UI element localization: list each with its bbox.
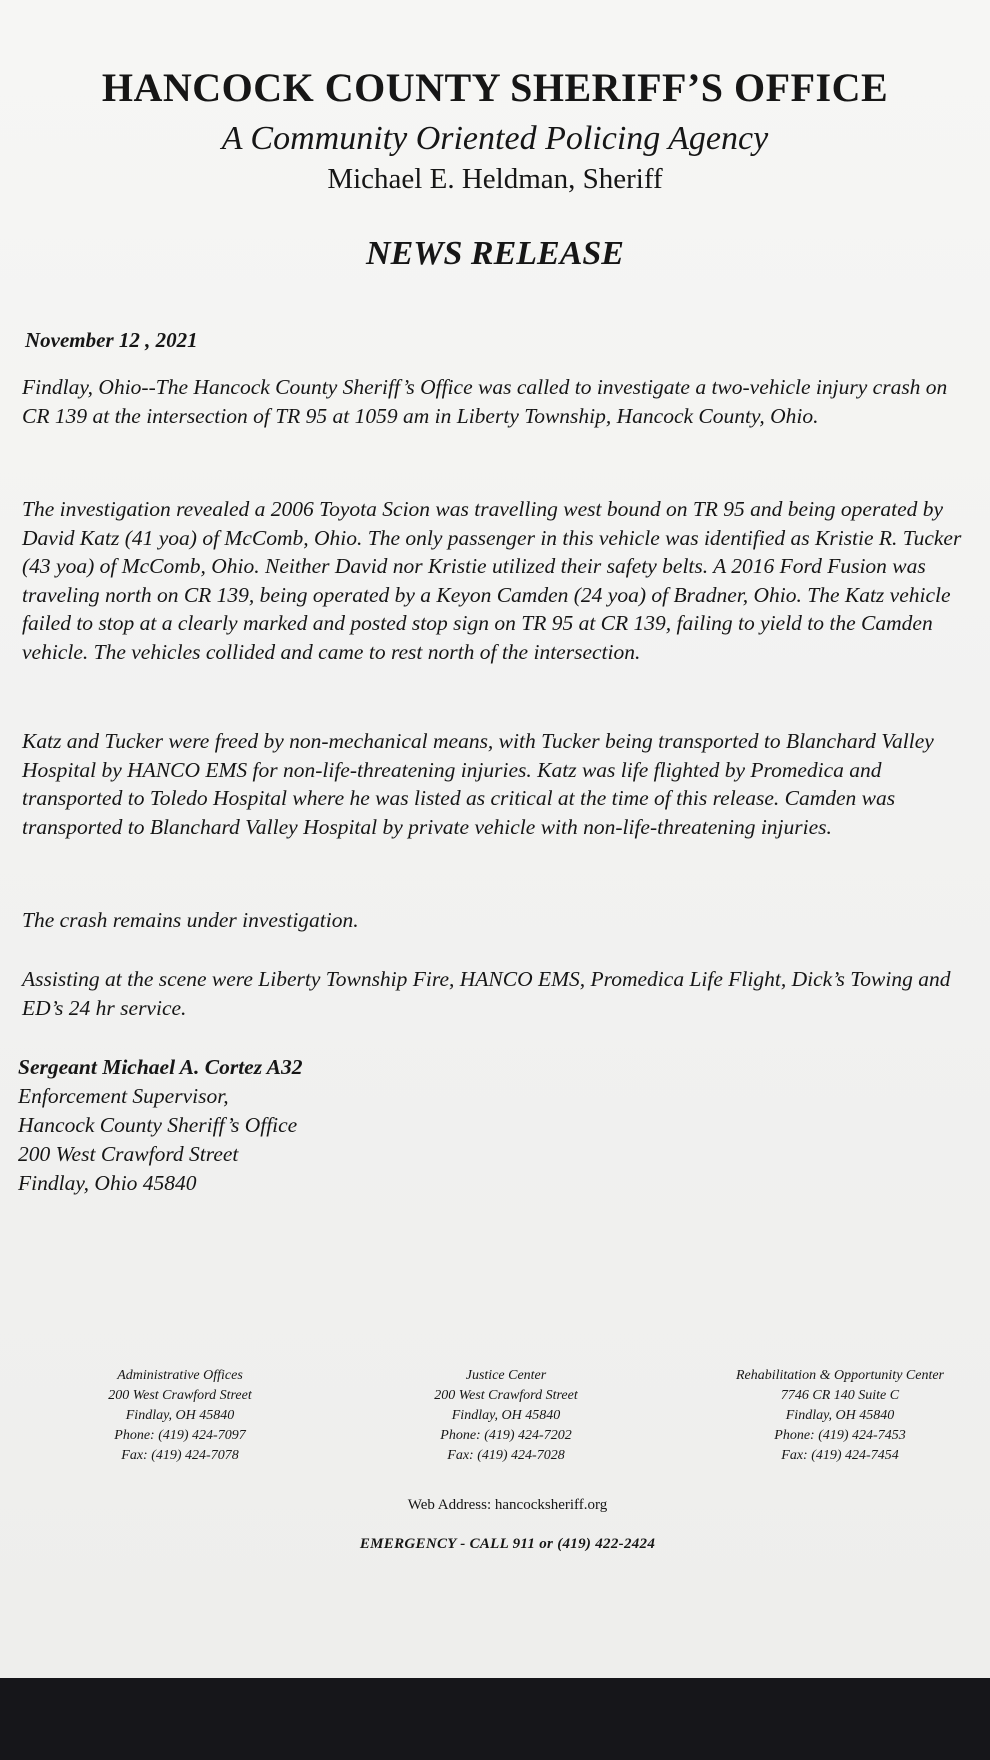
footer-office-justice-center <box>366 1366 646 1466</box>
office-fax: Fax: (419) 424-7028 <box>447 1448 565 1463</box>
signer-street: 200 West Crawford Street <box>18 1142 239 1166</box>
office-phone: Phone: (419) 424-7097 <box>114 1428 246 1443</box>
agency-tagline: A Community Oriented Policing Agency <box>221 120 769 157</box>
sheriff-name: Michael E. Heldman, Sheriff <box>327 163 663 195</box>
footer-office-rehabilitation <box>700 1366 980 1466</box>
web-address: Web Address: hancocksheriff.org <box>407 1497 608 1513</box>
office-street: 7746 CR 140 Suite C <box>780 1388 900 1403</box>
signer-city: Findlay, Ohio 45840 <box>18 1171 197 1195</box>
office-city: Findlay, OH 45840 <box>451 1408 561 1423</box>
release-date: November 12 , 2021 <box>25 328 198 352</box>
signer-title: Enforcement Supervisor, <box>18 1084 229 1108</box>
paragraph-investigation: The investigation revealed a 2006 Toyota Scion was travelling west bound on TR 95 and being operated by David Katz (41 yoa) of McComb, Ohio. The only passenger in this vehicle was identified as Kristie R. Tucker (43 yoa) of McComb, Ohio. Neither David nor Kristie utilized their safety belts. A 2016 Ford Fusion was traveling north on CR 139, being operated by a Keyon Camden (24 yoa) of Bradner, Ohio. The Katz vehicle failed to stop at a clearly marked and posted stop sign on TR 95 at CR 139, failing to yield to the Camden vehicle. The vehicles collided and came to rest north of the intersection. <box>22 497 962 664</box>
office-city: Findlay, OH 45840 <box>125 1408 235 1423</box>
office-street: 200 West Crawford Street <box>434 1388 578 1403</box>
signature-block <box>18 1053 303 1198</box>
signer-name: Sergeant Michael A. Cortez A32 <box>18 1055 303 1079</box>
office-name: Rehabilitation & Opportunity Center <box>735 1368 945 1383</box>
paragraph-assisting: Assisting at the scene were Liberty Township Fire, HANCO EMS, Promedica Life Flight, Dick’s Towing and ED’s 24 hr service. <box>22 967 951 1020</box>
office-fax: Fax: (419) 424-7078 <box>121 1448 239 1463</box>
signer-office: Hancock County Sheriff’s Office <box>18 1113 298 1137</box>
news-release-heading: NEWS RELEASE <box>366 235 624 272</box>
footer-office-administrative <box>40 1366 320 1466</box>
office-phone: Phone: (419) 424-7453 <box>774 1428 906 1443</box>
emergency-line: EMERGENCY - CALL 911 or (419) 422-2424 <box>359 1536 656 1552</box>
paragraph-injuries: Katz and Tucker were freed by non-mechanical means, with Tucker being transported to Blanchard Valley Hospital by HANCO EMS for non-life-threatening injuries. Katz was life flighted by Promedica and transported to Toledo Hospital where he was listed as critical at the time of this release. Camden was transported to Blanchard Valley Hospital by private vehicle with non-life-threatening injuries. <box>22 729 934 839</box>
office-phone: Phone: (419) 424-7202 <box>440 1428 572 1443</box>
office-city: Findlay, OH 45840 <box>785 1408 895 1423</box>
office-title: HANCOCK COUNTY SHERIFF’S OFFICE <box>101 65 889 110</box>
paragraph-status: The crash remains under investigation. <box>22 908 359 932</box>
office-fax: Fax: (419) 424-7454 <box>781 1448 899 1463</box>
paragraph-intro: Findlay, Ohio--The Hancock County Sheriff’s Office was called to investigate a two-vehicle injury crash on CR 139 at the intersection of TR 95 at 1059 am in Liberty Township, Hancock County, Ohio. <box>22 375 948 428</box>
office-street: 200 West Crawford Street <box>108 1388 252 1403</box>
office-name: Administrative Offices <box>117 1368 243 1383</box>
office-name: Justice Center <box>465 1368 547 1383</box>
